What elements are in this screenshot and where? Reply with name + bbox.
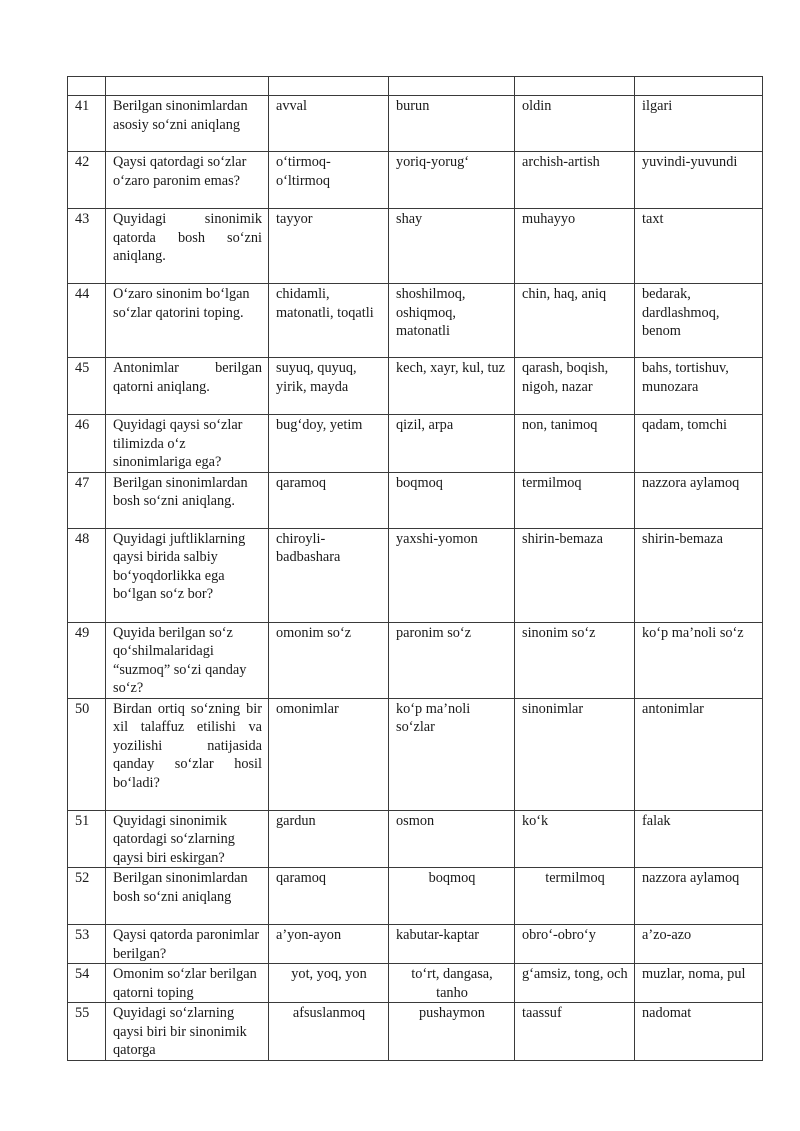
option-d: falak [635,810,763,868]
option-a: omonim so‘z [269,622,389,698]
question-text: Berilgan sinonimlardan asosiy so‘zni aniqlang [106,96,269,152]
option-b: kabutar-kaptar [389,925,515,964]
question-number: 53 [68,925,106,964]
table-row [68,415,763,473]
question-text: Quyida berilgan so‘z qo‘shilmalaridagi “suzmoq” so‘zi qanday so‘z? [106,622,269,698]
option-a: chiroyli-badbashara [269,528,389,622]
option-a: gardun [269,810,389,868]
option-c: termilmoq [515,868,635,925]
table-row [68,964,763,1003]
question-text: Quyidagi qaysi so‘zlar tilimizda o‘z sinonimlariga ega? [106,415,269,473]
table-row [68,698,763,810]
option-c: termilmoq [515,472,635,528]
option-b: yaxshi-yomon [389,528,515,622]
question-number: 42 [68,152,106,209]
question-table [67,76,763,1061]
option-a: qaramoq [269,472,389,528]
option-b: osmon [389,810,515,868]
option-c: g‘amsiz, tong, och [515,964,635,1003]
option-c: shirin-bemaza [515,528,635,622]
option-a: avval [269,96,389,152]
header-row [68,77,763,96]
table-row [68,152,763,209]
option-b: shoshilmoq, oshiqmoq, matonatli [389,284,515,358]
question-number: 54 [68,964,106,1003]
table-row [68,284,763,358]
option-d: nazzora aylamoq [635,472,763,528]
option-c: non, tanimoq [515,415,635,473]
option-b: yoriq-yorug‘ [389,152,515,209]
option-c: oldin [515,96,635,152]
question-number: 46 [68,415,106,473]
question-text: Quyidagi sinonimik qatorda bosh so‘zni aniqlang. [106,209,269,284]
question-number: 45 [68,358,106,415]
table-row [68,868,763,925]
option-b: to‘rt, dangasa, tanho [389,964,515,1003]
table-row [68,925,763,964]
header-cell [68,77,106,96]
question-text: Berilgan sinonimlardan bosh so‘zni aniqlang [106,868,269,925]
option-c: qarash, boqish, nigoh, nazar [515,358,635,415]
option-d: taxt [635,209,763,284]
option-a: omonimlar [269,698,389,810]
option-a: suyuq, quyuq, yirik, mayda [269,358,389,415]
header-cell [635,77,763,96]
option-d: a’zo-azo [635,925,763,964]
question-number: 43 [68,209,106,284]
option-d: ko‘p ma’noli so‘z [635,622,763,698]
option-c: chin, haq, aniq [515,284,635,358]
question-text: Omonim so‘zlar berilgan qatorni toping [106,964,269,1003]
option-c: archish-artish [515,152,635,209]
question-number: 41 [68,96,106,152]
header-cell [106,77,269,96]
question-text: Qaysi qatorda paronimlar berilgan? [106,925,269,964]
header-cell [389,77,515,96]
option-d: muzlar, noma, pul [635,964,763,1003]
option-b: kech, xayr, kul, tuz [389,358,515,415]
option-a: qaramoq [269,868,389,925]
option-d: yuvindi-yuvundi [635,152,763,209]
header-cell [515,77,635,96]
header-cell [269,77,389,96]
option-a: bug‘doy, yetim [269,415,389,473]
option-c: taassuf [515,1003,635,1061]
question-text: Quyidagi so‘zlarning qaysi biri bir sinonimik qatorga [106,1003,269,1061]
option-b: qizil, arpa [389,415,515,473]
option-d: antonimlar [635,698,763,810]
question-text: Qaysi qatordagi so‘zlar o‘zaro paronim emas? [106,152,269,209]
option-a: chidamli, matonatli, toqatli [269,284,389,358]
option-d: nazzora aylamoq [635,868,763,925]
table-row [68,96,763,152]
table-row [68,1003,763,1061]
question-number: 49 [68,622,106,698]
option-b: ko‘p ma’noli so‘zlar [389,698,515,810]
table-row [68,528,763,622]
option-c: sinonimlar [515,698,635,810]
table-row [68,622,763,698]
question-number: 47 [68,472,106,528]
question-number: 52 [68,868,106,925]
option-a: a’yon-ayon [269,925,389,964]
question-number: 55 [68,1003,106,1061]
option-b: burun [389,96,515,152]
option-d: bahs, tortishuv, munozara [635,358,763,415]
option-b: shay [389,209,515,284]
option-c: muhayyo [515,209,635,284]
option-b: boqmoq [389,472,515,528]
question-text: Antonimlar berilgan qatorni aniqlang. [106,358,269,415]
question-text: Birdan ortiq so‘zning bir xil talaffuz etilishi va yozilishi natijasida qanday so‘zlar hosil bo‘ladi? [106,698,269,810]
table-row [68,358,763,415]
option-a: afsuslanmoq [269,1003,389,1061]
question-number: 44 [68,284,106,358]
option-a: yot, yoq, yon [269,964,389,1003]
option-d: ilgari [635,96,763,152]
option-a: o‘tirmoq-o‘ltirmoq [269,152,389,209]
option-c: ko‘k [515,810,635,868]
table-row [68,472,763,528]
option-b: boqmoq [389,868,515,925]
table-row [68,810,763,868]
question-text: O‘zaro sinonim bo‘lgan so‘zlar qatorini toping. [106,284,269,358]
question-number: 50 [68,698,106,810]
question-text: Berilgan sinonimlardan bosh so‘zni aniqlang. [106,472,269,528]
option-d: shirin-bemaza [635,528,763,622]
question-number: 51 [68,810,106,868]
option-d: bedarak, dardlashmoq, benom [635,284,763,358]
option-b: paronim so‘z [389,622,515,698]
question-number: 48 [68,528,106,622]
question-text: Quyidagi sinonimik qatordagi so‘zlarning qaysi biri eskirgan? [106,810,269,868]
option-b: pushaymon [389,1003,515,1061]
option-a: tayyor [269,209,389,284]
question-text: Quyidagi juftliklarning qaysi birida salbiy bo‘yoqdorlikka ega bo‘lgan so‘z bor? [106,528,269,622]
option-d: qadam, tomchi [635,415,763,473]
option-c: obro‘-obro‘y [515,925,635,964]
option-c: sinonim so‘z [515,622,635,698]
table-row [68,209,763,284]
option-d: nadomat [635,1003,763,1061]
